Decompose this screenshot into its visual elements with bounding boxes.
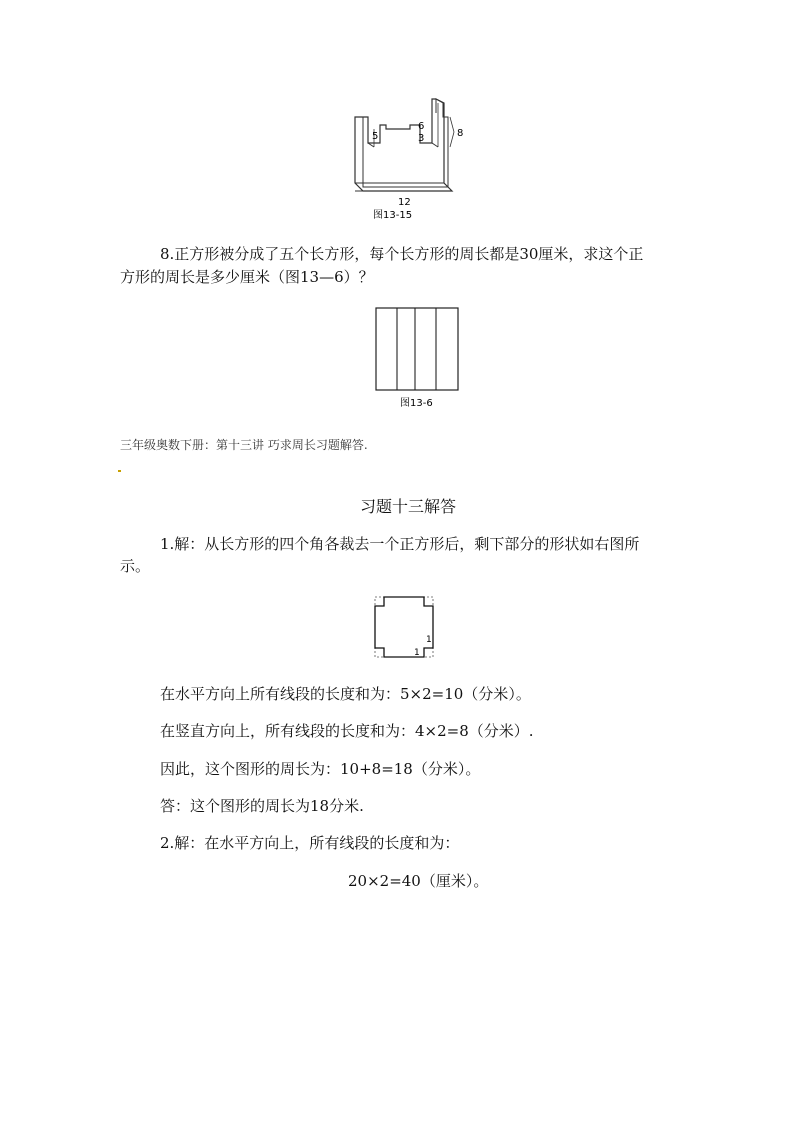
figure-13-15-outline [355, 99, 452, 191]
answer-1-horizontal: 在水平方向上所有线段的长度和为：5×2=10（分米）。 [160, 685, 531, 703]
answer-2-equation: 20×2=40（厘米）。 [348, 872, 489, 890]
decorative-dot [118, 470, 121, 472]
problem-8-line-1: 8.正方形被分成了五个长方形，每个长方形的周长都是30厘米，求这个正 [160, 245, 644, 263]
answer-1-figure [370, 592, 440, 662]
label-12: 12 [398, 197, 411, 208]
label-bottom-1: 1 [414, 648, 420, 658]
answer-1-vertical: 在竖直方向上，所有线段的长度和为：4×2=8（分米）. [160, 722, 534, 740]
label-8: 8 [457, 128, 464, 139]
section-header: 三年级奥数下册：第十三讲 巧求周长习题解答. [120, 438, 368, 452]
answer-1-conclusion: 答：这个图形的周长为18分米. [160, 797, 364, 815]
answer-1-line-2: 示。 [120, 557, 151, 575]
answer-1-line-1: 1.解：从长方形的四个角各裁去一个正方形后，剩下部分的形状如右图所 [160, 535, 640, 553]
cut-shape-outline [375, 597, 433, 657]
label-5: 5 [372, 131, 379, 142]
answers-title: 习题十三解答 [360, 497, 457, 516]
answer-2-line-1: 2.解：在水平方向上，所有线段的长度和为： [160, 834, 460, 852]
problem-8-line-2: 方形的周长是多少厘米（图13—6）？ [120, 268, 374, 286]
figure-13-6-square [376, 308, 458, 390]
label-side-1: 1 [426, 635, 432, 645]
figure-13-15-caption: 图13-15 [373, 210, 413, 221]
answer-1-perimeter: 因此，这个图形的周长为：10+8=18（分米）。 [160, 760, 481, 778]
label-6: 6 [418, 121, 425, 132]
figure-13-6-caption: 图13-6 [400, 398, 433, 409]
figure-13-15 [340, 95, 480, 225]
label-3: 3 [418, 133, 425, 144]
figure-13-6 [370, 305, 470, 415]
